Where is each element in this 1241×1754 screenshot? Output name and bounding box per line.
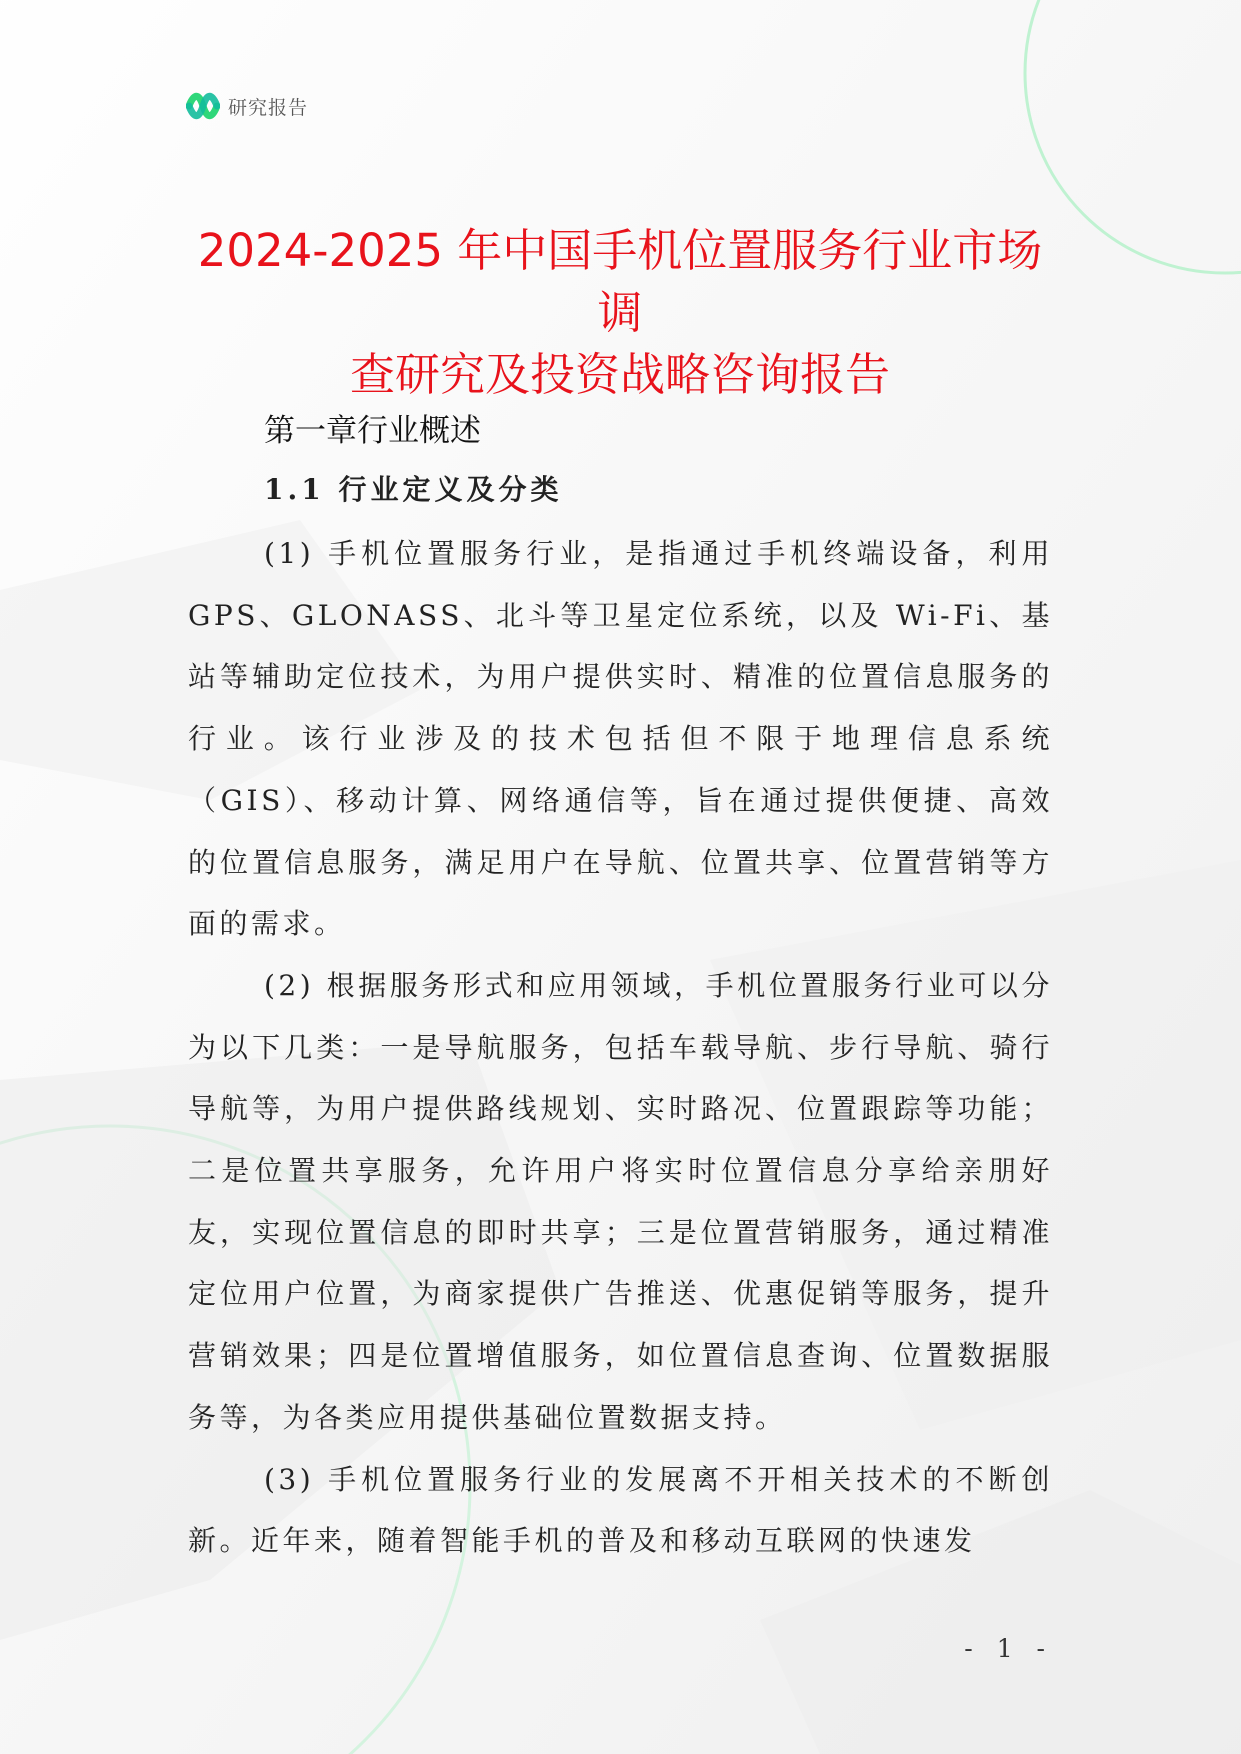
- paragraph-technology: (3) 手机位置服务行业的发展离不开相关技术的不断创新。近年来，随着智能手机的普及和移动互联网的快速发: [188, 1462, 1053, 1558]
- report-label: 研究报告: [228, 96, 309, 119]
- section-heading: 1.1 行业定义及分类: [264, 473, 563, 506]
- chapter-heading: 第一章行业概述: [264, 413, 481, 449]
- page-number: - 1 -: [964, 1634, 1053, 1663]
- report-title: [180, 220, 1060, 406]
- green-wave-logo-icon: [186, 89, 220, 123]
- paragraph-definition: (1) 手机位置服务行业，是指通过手机终端设备，利用 GPS、GLONASS、北斗等卫星定位系统，以及 Wi-Fi、基站等辅助定位技术，为用户提供实时、精准的位置信息服务的行业。该行业涉及的技术包括但不限于地理信息系统（GIS）、移动计算、网络通信等，旨在通过提供便捷、高效的位置信息服务，满足用户在导航、位置共享、位置营销等方面的需求。: [188, 537, 1053, 941]
- report-body: [188, 410, 1053, 1572]
- report-header: [186, 88, 308, 124]
- report-title-line-2: 查研究及投资战略咨询报告: [349, 348, 890, 401]
- paragraph-classification: (2) 根据服务形式和应用领域，手机位置服务行业可以分为以下几类：一是导航服务，包括车载导航、步行导航、骑行导航等，为用户提供路线规划、实时路况、位置跟踪等功能；二是位置共享服务，允许用户将实时位置信息分享给亲朋好友，实现位置信息的即时共享；三是位置营销服务，通过精准定位用户位置，为商家提供广告推送、优惠促销等服务，提升营销效果；四是位置增值服务，如位置信息查询、位置数据服务等，为各类应用提供基础位置数据支持。: [188, 968, 1053, 1434]
- report-title-line-1: 2024-2025 年中国手机位置服务行业市场调: [197, 224, 1043, 339]
